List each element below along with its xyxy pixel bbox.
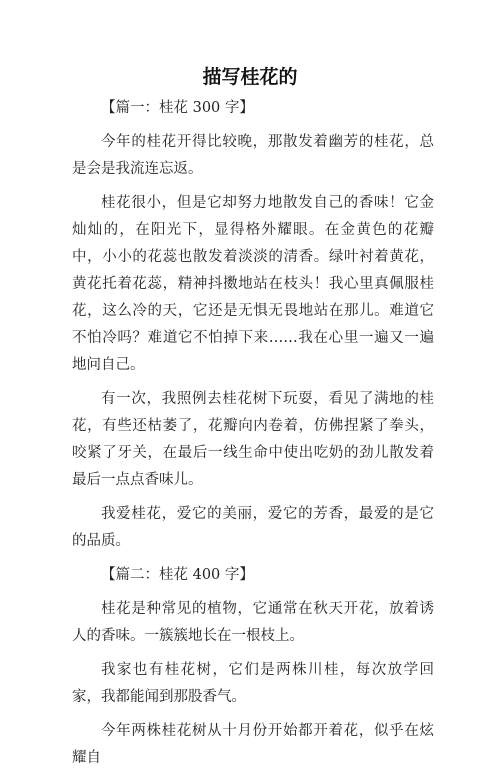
paragraph: 桂花很小，但是它却努力地散发自己的香味！它金灿灿的，在阳光下，显得格外耀眼。在金黄色的花瓣中，小小的花蕊也散发着淡淡的清香。绿叶衬着黄花，黄花托着花蕊，精神抖擞地站在枝头！我心里真佩服桂花，这么冷的天，它还是无惧无畏地站在那儿。难道它不怕冷吗？难道它不怕掉下来……我在心里一遍又一遍地问自己。: [72, 195, 434, 373]
paragraph: 有一次，我照例去桂花树下玩耍，看见了满地的桂花，有些还枯萎了，花瓣向内卷着，仿佛捏紧了拳头，咬紧了牙关，在最后一线生命中使出吃奶的劲儿散发着最后一点点香味儿。: [72, 391, 434, 488]
section-heading-1: 【篇一：桂花 300 字】: [101, 100, 254, 116]
paragraph: 桂花是种常见的植物，它通常在秋天开花，放着诱人的香味。一簇簇地长在一根枝上。: [72, 601, 434, 644]
section-heading-2: 【篇二：桂花 400 字】: [101, 567, 254, 583]
document-body: [72, 93, 434, 779]
paragraph: 我爱桂花，爱它的美丽，爱它的芳香，最爱的是它的品质。: [72, 506, 434, 549]
document-title: 描写桂花的: [202, 66, 298, 88]
paragraph: 今年两株桂花树从十月份开始都开着花，似乎在炫耀自: [72, 723, 434, 766]
paragraph: 我家也有桂花树，它们是两株川桂，每次放学回家，我都能闻到那股香气。: [72, 662, 434, 705]
paragraph: 今年的桂花开得比较晚，那散发着幽芳的桂花，总是会是我流连忘返。: [72, 134, 434, 177]
